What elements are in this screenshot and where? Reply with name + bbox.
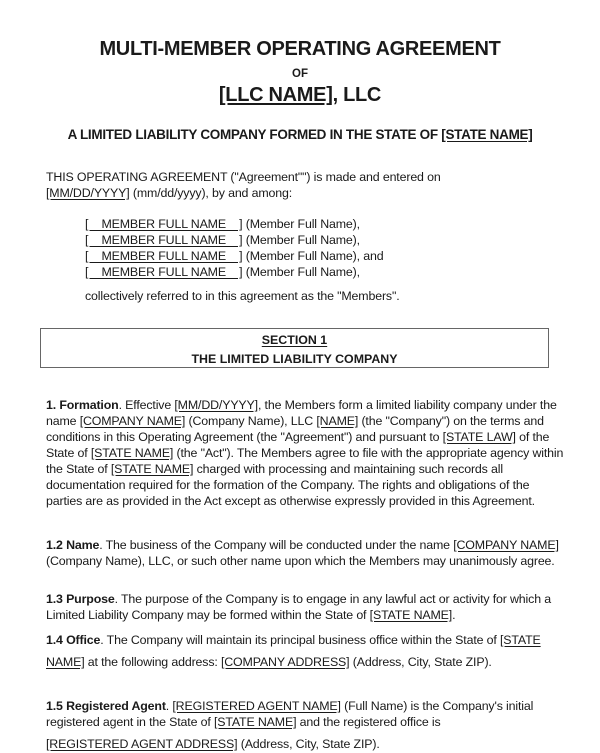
clause-text: (Address, City, State ZIP). <box>349 655 492 669</box>
name-clause-paragraph <box>46 537 566 569</box>
purpose-clause-paragraph <box>46 591 566 623</box>
member-line <box>85 216 383 232</box>
document-title: MULTI-MEMBER OPERATING AGREEMENT <box>99 38 501 60</box>
clause-text: . The Company will maintain its principal business office within the State of <box>100 633 500 647</box>
clause-text: . Effective <box>118 398 175 412</box>
agent-address-placeholder[interactable]: [REGISTERED AGENT ADDRESS] <box>46 737 238 751</box>
clause-text: charged with processing and maintaining such records all documentation required for the formation of the Company. The rights and obligations of the parties are as provided in the Act except as otherwise expressly provided in this Agreement. <box>46 462 535 508</box>
clause-text: (Address, City, State ZIP). <box>237 737 380 751</box>
llc-name-placeholder[interactable]: [LLC NAME] <box>218 84 333 106</box>
intro-text-2: (mm/dd/yyyy), by and among: <box>129 186 293 200</box>
member-line <box>85 232 383 248</box>
clause-text: (Full Name) is the Company's initial registered agent in the State of <box>46 699 534 729</box>
clause-text: (the "Act"). The Members agree to file with the appropriate agency within the State of <box>46 446 564 476</box>
state-name-placeholder[interactable]: [STATE NAME] <box>90 446 174 460</box>
clause-text: . <box>165 699 173 713</box>
date-placeholder[interactable]: [MM/DD/YYYY] <box>174 398 258 412</box>
office-clause-paragraph <box>46 629 566 673</box>
member-suffix: (Member Full Name), <box>242 217 360 231</box>
clause-text: of the State of <box>46 430 550 460</box>
agent-name-placeholder[interactable]: [REGISTERED AGENT NAME] <box>172 699 341 713</box>
member-suffix: (Member Full Name), <box>242 233 360 247</box>
clause-heading: 1.5 Registered Agent <box>46 699 166 713</box>
member-line <box>85 248 383 264</box>
state-name-placeholder[interactable]: [STATE NAME] <box>213 715 297 729</box>
agent-clause-paragraph <box>46 698 566 752</box>
member-suffix: (Member Full Name), <box>242 265 360 279</box>
section-header-box <box>40 328 549 368</box>
company-name-placeholder[interactable]: [COMPANY NAME] <box>79 414 186 428</box>
llc-suffix: , LLC <box>332 84 382 106</box>
clause-text: . The purpose of the Company is to engage in any lawful act or activity for which a Limited Liability Company may be formed within the State of <box>46 592 551 622</box>
subtitle-text: A LIMITED LIABILITY COMPANY FORMED IN THE STATE OF <box>67 127 442 142</box>
state-name-placeholder[interactable]: [STATE NAME] <box>110 462 194 476</box>
state-name-placeholder[interactable]: [STATE NAME] <box>46 633 541 669</box>
name-placeholder[interactable]: [NAME] <box>316 414 359 428</box>
agent-address-line <box>46 736 566 752</box>
date-placeholder[interactable]: [MM/DD/YYYY] <box>46 186 130 200</box>
formation-paragraph <box>46 397 566 509</box>
clause-text: (the "Company") on the terms and conditions in this Operating Agreement (the "Agreement") and pursuant to <box>46 414 544 444</box>
member-name-placeholder[interactable]: [ MEMBER FULL NAME ] <box>85 249 243 263</box>
clause-text: (Company Name), LLC <box>185 414 317 428</box>
company-address-placeholder[interactable]: [COMPANY ADDRESS] <box>220 655 350 669</box>
clause-heading: 1. Formation <box>46 398 119 412</box>
section-title: THE LIMITED LIABILITY COMPANY <box>191 352 398 366</box>
company-name-placeholder[interactable]: [COMPANY NAME] <box>453 538 559 552</box>
state-name-placeholder[interactable]: [STATE NAME] <box>369 608 453 622</box>
clause-text: at the following address: <box>84 655 221 669</box>
state-law-placeholder[interactable]: [STATE LAW] <box>442 430 516 444</box>
clause-text: . The business of the Company will be conducted under the name <box>99 538 454 552</box>
member-suffix: (Member Full Name), and <box>242 249 384 263</box>
member-line <box>85 264 383 280</box>
document-of: OF <box>292 68 308 80</box>
clause-text: . <box>452 608 456 622</box>
intro-paragraph <box>46 169 566 201</box>
document-subtitle <box>0 127 600 142</box>
member-name-placeholder[interactable]: [ MEMBER FULL NAME ] <box>85 265 243 279</box>
clause-heading: 1.4 Office <box>46 633 101 647</box>
section-number: SECTION 1 <box>261 333 328 347</box>
member-name-placeholder[interactable]: [ MEMBER FULL NAME ] <box>85 217 243 231</box>
clause-text: and the registered office is <box>296 715 441 729</box>
state-name-placeholder[interactable]: [STATE NAME] <box>441 127 533 142</box>
member-name-placeholder[interactable]: [ MEMBER FULL NAME ] <box>85 233 243 247</box>
llc-name-line <box>0 84 600 107</box>
clause-text: , the Members form a limited liability company under the name <box>46 398 557 428</box>
clause-heading: 1.2 Name <box>46 538 100 552</box>
clause-text: (Company Name), LLC, or such other name upon which the Members may unanimously agree. <box>46 554 555 568</box>
intro-text: THIS OPERATING AGREEMENT ("Agreement"") is made and entered on <box>46 170 441 184</box>
members-list <box>85 216 383 280</box>
clause-heading: 1.3 Purpose <box>46 592 115 606</box>
collective-text: collectively referred to in this agreement as the "Members". <box>85 289 400 303</box>
